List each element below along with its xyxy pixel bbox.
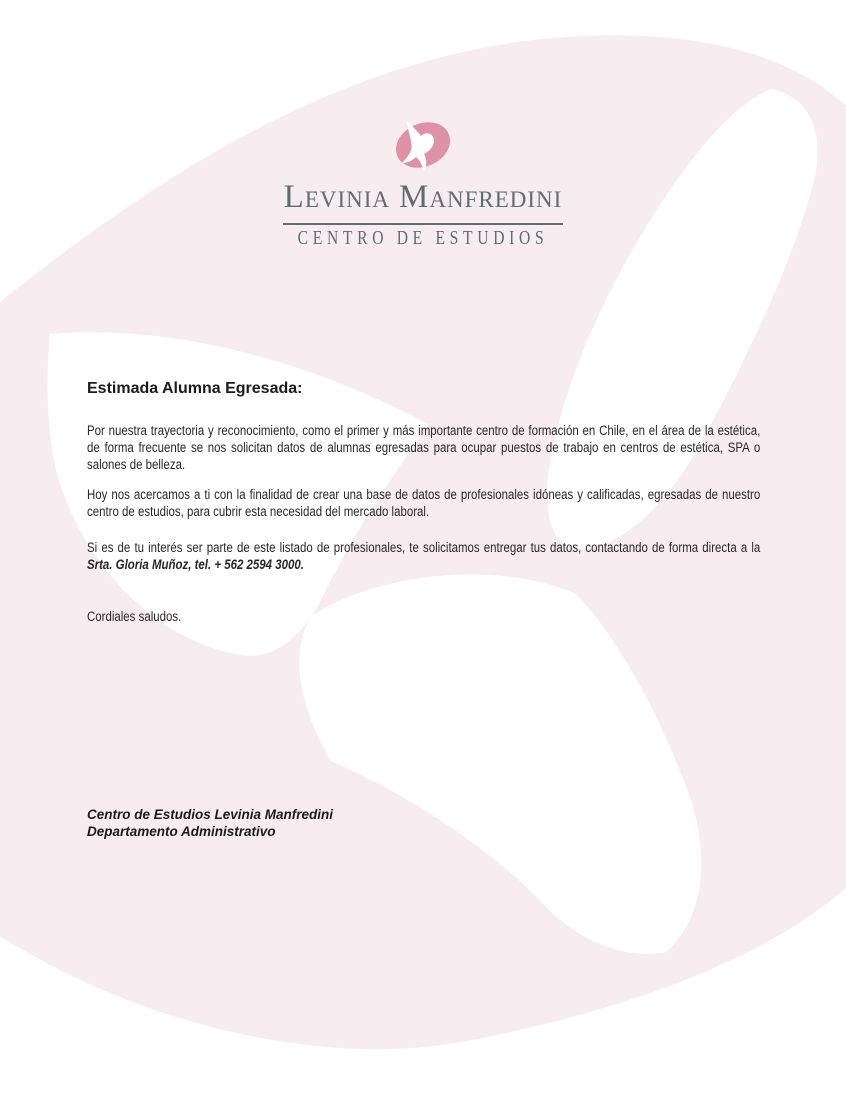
brand-name	[0, 180, 846, 220]
paragraph-2: Hoy nos acercamos a ti con la finalidad de crear una base de datos de profesionales idóneas y calificadas, egresadas de nuestro centro de estudios, para cubrir esta necesidad del mercado laboral.	[87, 487, 761, 520]
hummingbird-logo-icon	[391, 114, 455, 174]
letterhead	[0, 114, 846, 250]
signature-dept: Departamento Administrativo	[87, 824, 276, 839]
brand-subtitle: CENTRO DE ESTUDIOS	[297, 227, 549, 249]
brand-word1-initial: L	[283, 179, 305, 215]
contact-highlight: Srta. Gloria Muñoz, tel. + 562 2594 3000.	[87, 556, 304, 572]
paragraph-1: Por nuestra trayectoria y reconocimiento, como el primer y más importante centro de formación en Chile, en el área de la estética, de forma frecuente se nos solicitan datos de alumnas egresadas para ocupar puestos de trabajo en centros de estética, SPA o salones de belleza.	[87, 423, 761, 472]
brand-word1-rest: EVINIA	[304, 187, 391, 212]
signature-block	[87, 806, 333, 840]
paragraph-3-text: Si es de tu interés ser parte de este listado de profesionales, te solicitamos entregar tus datos, contactando de forma directa a la	[87, 539, 761, 555]
closing: Cordiales saludos.	[87, 608, 182, 624]
brand-divider	[283, 223, 563, 225]
letter-body	[87, 423, 760, 625]
salutation: Estimada Alumna Egresada:	[87, 379, 303, 397]
brand-word2-initial: M	[399, 179, 430, 215]
brand-word2-rest: ANFREDINI	[429, 187, 563, 212]
signature-org: Centro de Estudios Levinia Manfredini	[87, 807, 334, 822]
paragraph-3	[87, 540, 760, 574]
